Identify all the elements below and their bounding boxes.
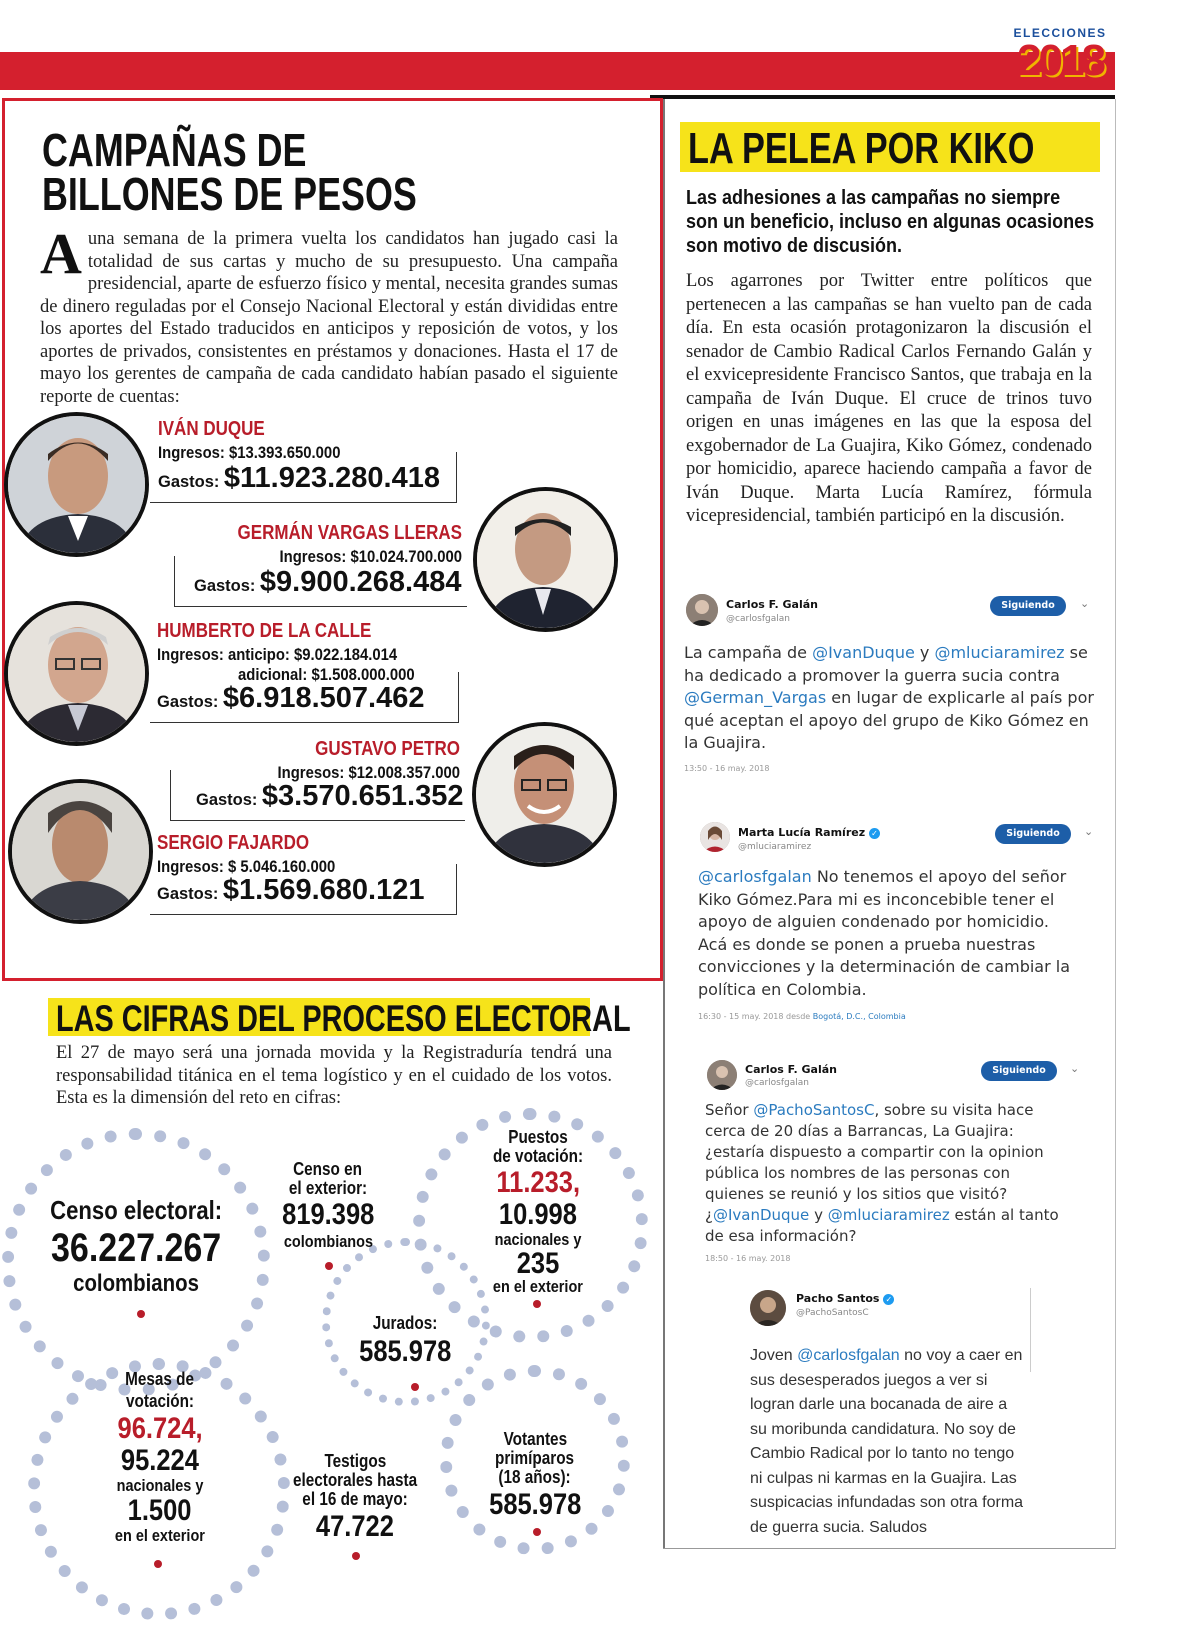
tweet-text-part: se ha dedicado a promover la guerra sucia contra bbox=[684, 643, 1088, 685]
bullet-dot bbox=[411, 1383, 419, 1391]
tweet-text bbox=[684, 642, 1094, 755]
tweet-text-part: Joven bbox=[750, 1347, 798, 1364]
tweet-timestamp: 13:50 - 16 may. 2018 bbox=[684, 764, 770, 773]
verified-badge-icon: ✓ bbox=[883, 1294, 894, 1305]
avatar bbox=[700, 822, 730, 852]
stat-value: 47.722 bbox=[315, 1510, 394, 1543]
bullet-dot bbox=[533, 1528, 541, 1536]
bullet-dot bbox=[352, 1552, 360, 1560]
tweet-author-handle: @mluciaramirez bbox=[738, 842, 812, 852]
petro-gastos-row bbox=[196, 780, 463, 813]
tweet-text-part: en lugar de explicarle al país por qué aceptan el apoyo del grupo de Kiko Gómez en la Guajira. bbox=[684, 688, 1094, 752]
mention-link[interactable]: @IvanDuque bbox=[712, 1206, 810, 1224]
follow-button[interactable]: Siguiendo bbox=[995, 824, 1071, 844]
vargas-gastos-row bbox=[194, 566, 461, 599]
tweet-text bbox=[698, 866, 1078, 1001]
stat-votantes-primiparos bbox=[460, 1430, 610, 1523]
avatar bbox=[686, 594, 718, 626]
bullet-dot bbox=[154, 1560, 162, 1568]
stat-puestos-votacion bbox=[458, 1128, 618, 1296]
mention-link[interactable]: @German_Vargas bbox=[684, 688, 827, 707]
tweet-author-name bbox=[738, 826, 880, 839]
elecciones-logo-label: ELECCIONES bbox=[1013, 26, 1107, 40]
de-la-calle-photo bbox=[4, 601, 149, 746]
gastos-value: $9.900.268.484 bbox=[259, 566, 462, 598]
stat-label: electorales hasta bbox=[292, 1470, 418, 1490]
gastos-label: Gastos: bbox=[194, 577, 256, 595]
stat-label: de votación: bbox=[492, 1146, 584, 1166]
stat-nacionales: 95.224 bbox=[120, 1444, 199, 1477]
location-link[interactable]: Bogotá, D.C., Colombia bbox=[812, 1012, 906, 1021]
header-red-bar bbox=[0, 52, 1115, 90]
headline-line-1: CAMPAÑAS DE bbox=[42, 124, 307, 176]
fajardo-gastos-row bbox=[157, 874, 424, 907]
portrait-icon bbox=[8, 605, 145, 742]
candidate-name: IVÁN DUQUE bbox=[158, 418, 265, 440]
tweet-text-part: no voy a caer en sus desesperados juegos a ver si logran darle una bocanada de aire a su moribunda candidatura. No soy de Cambio Radical por lo tanto no tengo ni culpas ni karmas en la Guajira. Las suspicacias infundadas son otra forma de guerra sucia. Saludos bbox=[750, 1347, 1024, 1536]
portrait-icon bbox=[477, 491, 614, 628]
stat-unit: colombianos bbox=[283, 1232, 373, 1251]
mention-link[interactable]: @PachoSantosC bbox=[753, 1101, 875, 1119]
gastos-label: Gastos: bbox=[157, 885, 219, 903]
candidate-ingresos: Ingresos: $10.024.700.000 bbox=[279, 548, 462, 566]
stat-label: el exterior: bbox=[288, 1178, 368, 1198]
kiko-deck: Las adhesiones a las campañas no siempre son un beneficio, incluso en algunas ocasiones son motivo de discusión. bbox=[686, 187, 1095, 257]
stat-label: nacionales y bbox=[116, 1476, 204, 1495]
stat-exterior: 1.500 bbox=[128, 1494, 192, 1527]
tweet-text-part: No tenemos el apoyo del señor Kiko Gómez.Para mi es inconcebible tener el apoyo de alguien condenado por homicidio. Acá es donde se ponen a prueba nuestras convicciones y la determinación de cambiar la política en Colombia. bbox=[698, 867, 1071, 999]
gastos-value: $11.923.280.418 bbox=[223, 462, 441, 494]
right-edge-rule bbox=[1115, 99, 1116, 1549]
stat-value: 585.978 bbox=[358, 1335, 452, 1368]
stat-label: Votantes bbox=[503, 1429, 567, 1449]
vargas-lleras-photo bbox=[473, 487, 618, 632]
follow-button[interactable]: Siguiendo bbox=[990, 596, 1066, 616]
candidate-ingresos: Ingresos: $12.008.357.000 bbox=[277, 764, 460, 782]
column-bottom-rule bbox=[663, 1548, 1115, 1549]
tweet-text-part: y bbox=[914, 643, 935, 662]
stat-label: nacionales y bbox=[494, 1230, 582, 1249]
stat-label: en el exterior bbox=[493, 1277, 583, 1296]
gastos-label: Gastos: bbox=[158, 473, 220, 491]
stat-label: Censo electoral: bbox=[50, 1195, 222, 1225]
tweet-author-handle: @carlosfgalan bbox=[726, 614, 790, 624]
candidate-ingresos: Ingresos: $13.393.650.000 bbox=[158, 444, 341, 462]
chevron-down-icon[interactable]: ⌄ bbox=[1080, 597, 1090, 610]
avatar bbox=[750, 1290, 786, 1326]
petro-photo bbox=[472, 722, 617, 867]
stat-value: 819.398 bbox=[281, 1198, 375, 1231]
tweet-text-part: Señor bbox=[705, 1101, 754, 1119]
tweet-author-name: Carlos F. Galán bbox=[745, 1063, 838, 1076]
tweet-text bbox=[705, 1100, 1073, 1247]
stat-value: 36.227.267 bbox=[50, 1226, 222, 1270]
header-rule bbox=[650, 95, 1115, 99]
tweet-author-name: Carlos F. Galán bbox=[726, 598, 819, 611]
stat-testigos bbox=[265, 1452, 445, 1545]
tweet-author-name bbox=[796, 1292, 894, 1305]
drop-cap: A bbox=[40, 221, 82, 286]
stat-exterior: 235 bbox=[516, 1247, 560, 1280]
candidate-ingresos: Ingresos: $ 5.046.160.000 bbox=[157, 858, 336, 876]
stat-mesas-votacion bbox=[80, 1368, 240, 1546]
campaign-intro-paragraph bbox=[40, 221, 618, 408]
candidate-ingresos: Ingresos: anticipo: $9.022.184.014 bbox=[157, 646, 398, 664]
gastos-value: $3.570.651.352 bbox=[261, 780, 464, 812]
gastos-value: $1.569.680.121 bbox=[222, 874, 425, 906]
kiko-headline: LA PELEA POR KIKO bbox=[688, 124, 1035, 173]
tweet-text-part: La campaña de bbox=[684, 643, 813, 662]
cifras-headline: LAS CIFRAS DEL PROCESO ELECTORAL bbox=[56, 998, 631, 1039]
kiko-body: Los agarrones por Twitter entre políticos que pertenecen a las campañas se han vuelto pan de cada día. En esta ocasión protagonizaron la discusión el senador de Cambio Radical Carlos Fernando Galán y el exvicepresidente Francisco Santos, que trabaja en la campaña de Iván Duque. El cruce de trinos tuvo origen en unas imágenes en las que la esposa del exgobernador de La Guajira, Kiko Gómez, condenado por homicidio, aparece haciendo campaña a favor de Iván Duque. Marta Lucía Ramírez, fórmula vicepresidencial, también participó en la discusión. bbox=[686, 271, 1092, 526]
mention-link[interactable]: @mluciaramirez bbox=[827, 1206, 950, 1224]
stat-label: Puestos bbox=[508, 1127, 568, 1147]
stat-label: en el exterior bbox=[115, 1526, 205, 1545]
stat-nacionales: 10.998 bbox=[498, 1198, 577, 1231]
stat-label: Testigos bbox=[324, 1451, 386, 1471]
candidate-name: HUMBERTO DE LA CALLE bbox=[157, 620, 372, 642]
cifras-intro: El 27 de mayo será una jornada movida y la Registraduría tendrá una responsabilidad titánica en el tema logístico y en el cuidado de los votos. Esta es la dimensión del reto en cifras: bbox=[56, 1043, 612, 1108]
timestamp-text: 16:30 - 15 may. 2018 desde bbox=[698, 1012, 813, 1021]
gastos-label: Gastos: bbox=[157, 693, 219, 711]
mention-link[interactable]: @mluciaramirez bbox=[934, 643, 1065, 662]
mention-link[interactable]: @carlosfgalan bbox=[797, 1347, 900, 1364]
stat-value: 585.978 bbox=[488, 1488, 582, 1521]
mention-link[interactable]: @IvanDuque bbox=[812, 643, 915, 662]
stat-label: Mesas de bbox=[125, 1369, 195, 1389]
user-avatar-icon bbox=[686, 594, 718, 626]
user-avatar-icon bbox=[707, 1060, 737, 1090]
stat-unit: colombianos bbox=[73, 1270, 199, 1297]
candidate-name: SERGIO FAJARDO bbox=[157, 832, 310, 854]
stat-jurados bbox=[330, 1313, 480, 1370]
stat-label: Jurados: bbox=[372, 1313, 438, 1333]
gastos-label: Gastos: bbox=[196, 791, 258, 809]
stat-censo-exterior bbox=[253, 1160, 403, 1252]
column-divider bbox=[663, 99, 665, 1549]
duque-gastos-row bbox=[158, 462, 440, 495]
follow-button[interactable]: Siguiendo bbox=[981, 1061, 1057, 1081]
avatar bbox=[707, 1060, 737, 1090]
bullet-dot bbox=[325, 1262, 333, 1270]
reply-card-edge bbox=[1030, 1288, 1031, 1372]
tweet-timestamp: 18:50 - 16 may. 2018 bbox=[705, 1254, 791, 1263]
elecciones-logo-year: 2018 bbox=[1017, 36, 1103, 85]
tweet-text-part: , sobre su visita hace cerca de 20 días a Barrancas, La Guajira: ¿estaría dispuesto a compartir con la opinion pública los nombres de las personas con quienes se reunió y los sitios que visitó? ¿ bbox=[705, 1101, 1044, 1224]
author-name-text: Marta Lucía Ramírez bbox=[738, 826, 866, 839]
candidate-name: GUSTAVO PETRO bbox=[315, 738, 460, 760]
gastos-value: $6.918.507.462 bbox=[222, 682, 425, 714]
stat-total: 11.233, bbox=[496, 1166, 580, 1199]
tweet-text-part: y bbox=[809, 1206, 828, 1224]
stat-label: el 16 de mayo: bbox=[302, 1489, 408, 1509]
tweet-author-handle: @carlosfgalan bbox=[745, 1078, 809, 1088]
chevron-down-icon[interactable]: ⌄ bbox=[1070, 1062, 1080, 1075]
tweet-author-handle: @PachoSantosC bbox=[796, 1308, 869, 1318]
portrait-icon bbox=[476, 726, 613, 863]
de-la-calle-gastos-row bbox=[157, 682, 424, 715]
stat-label: Censo en bbox=[293, 1159, 363, 1179]
stat-label: primíparos bbox=[495, 1448, 575, 1468]
user-avatar-icon bbox=[750, 1290, 786, 1326]
mention-link[interactable]: @carlosfgalan bbox=[698, 867, 812, 886]
duque-photo bbox=[4, 412, 149, 557]
user-avatar-icon bbox=[700, 822, 730, 852]
candidate-adicional: adicional: $1.508.000.000 bbox=[238, 666, 415, 684]
chevron-down-icon[interactable]: ⌄ bbox=[1084, 825, 1094, 838]
headline-line-2: BILLONES DE PESOS bbox=[42, 168, 417, 220]
stat-label: votación: bbox=[125, 1391, 194, 1411]
campaign-headline bbox=[42, 124, 417, 220]
portrait-icon bbox=[8, 416, 145, 553]
fajardo-photo bbox=[8, 779, 153, 924]
candidate-name: GERMÁN VARGAS LLERAS bbox=[237, 522, 462, 544]
verified-badge-icon: ✓ bbox=[869, 828, 880, 839]
bullet-dot bbox=[533, 1300, 541, 1308]
stat-label: (18 años): bbox=[498, 1467, 572, 1487]
bullet-dot bbox=[137, 1310, 145, 1318]
author-name-text: Pacho Santos bbox=[796, 1292, 880, 1305]
portrait-icon bbox=[12, 783, 149, 920]
stat-censo-electoral bbox=[20, 1195, 252, 1298]
tweet-timestamp bbox=[698, 1012, 906, 1021]
tweet-text bbox=[750, 1344, 1025, 1540]
intro-text: una semana de la primera vuelta los candidatos han jugado casi la totalidad de sus cartas y mucho de su presupuesto. Una campaña presidencial, aparte de esfuerzo físico y mental, necesita grandes sumas de dinero reguladas por el Consejo Nacional Electoral y están divididas entre los aportes del Estado traducidos en anticipos y reposición de votos, y los aportes de privados, consistentes en préstamos y donaciones. Hasta el 17 de mayo los gerentes de campaña de cada candidato habían pasado el siguiente reporte de cuentas: bbox=[40, 229, 618, 407]
stat-total: 96.724, bbox=[117, 1412, 203, 1445]
tweet-text-part: están al tanto de esa información? bbox=[705, 1206, 1059, 1245]
